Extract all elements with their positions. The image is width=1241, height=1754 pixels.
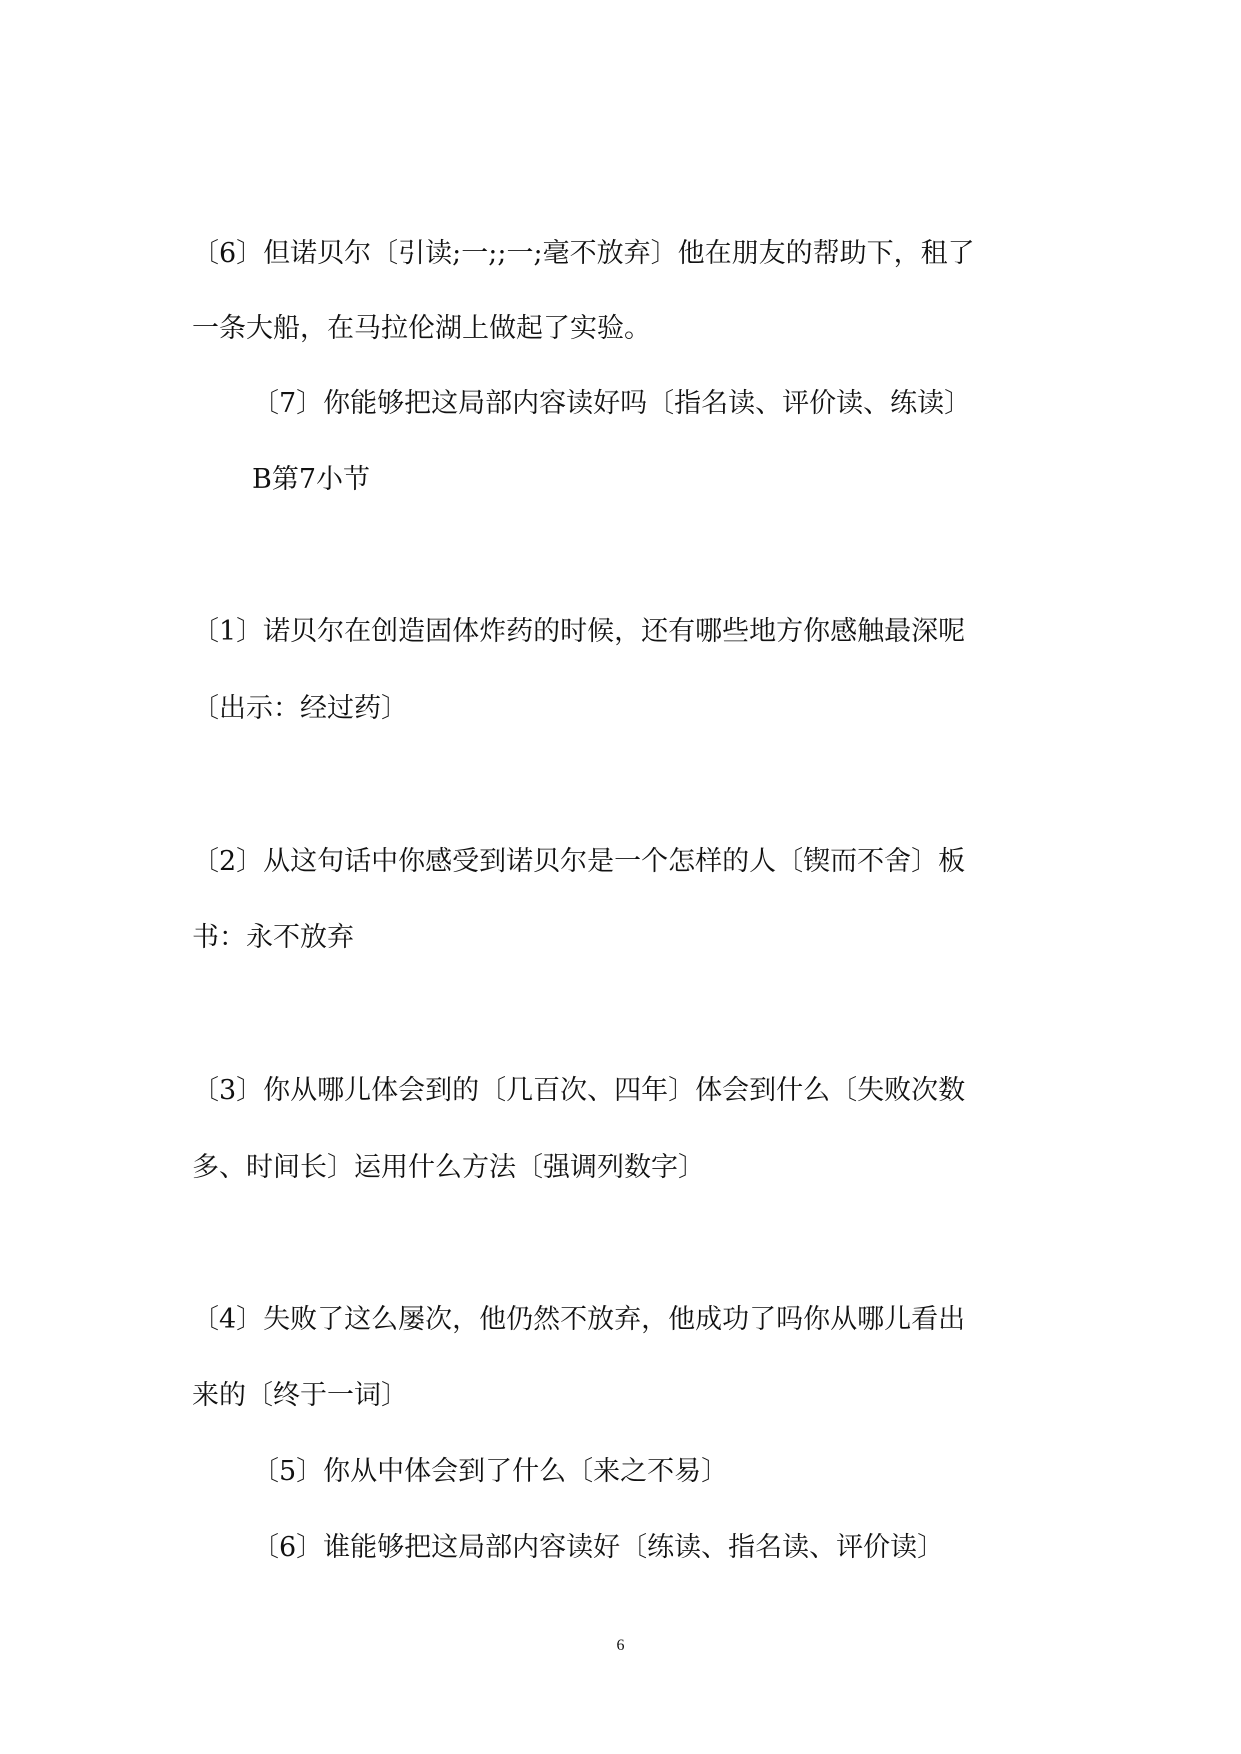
paragraph-line-5: 〔出示：经过药〕: [192, 693, 408, 724]
paragraph-line-11: 来的〔终于一词〕: [192, 1380, 408, 1411]
paragraph-line-9: 多、时间长〕运用什么方法〔强调列数字〕: [192, 1152, 705, 1183]
paragraph-line-7: 书：永不放弃: [192, 922, 354, 953]
page-number: 6: [616, 1637, 625, 1654]
paragraph-line-3: 〔7〕你能够把这局部内容读好吗〔指名读、评价读、练读〕: [252, 388, 972, 419]
paragraph-line-13: 〔6〕谁能够把这局部内容读好〔练读、指名读、评价读〕: [252, 1532, 945, 1563]
paragraph-line-10: 〔4〕失败了这么屡次，他仍然不放弃，他成功了吗你从哪儿看出: [192, 1304, 966, 1335]
section-heading: B第7小节: [252, 464, 371, 495]
paragraph-line-12: 〔5〕你从中体会到了什么〔来之不易〕: [252, 1456, 729, 1487]
paragraph-line-8: 〔3〕你从哪儿体会到的〔几百次、四年〕体会到什么〔失败次数: [192, 1075, 966, 1106]
paragraph-line-1: 〔6〕但诺贝尔〔引读;一;;一;毫不放弃〕他在朋友的帮助下，租了: [192, 238, 975, 269]
paragraph-line-2: 一条大船，在马拉伦湖上做起了实验。: [192, 313, 651, 344]
paragraph-line-4: 〔1〕诺贝尔在创造固体炸药的时候，还有哪些地方你感触最深呢: [192, 616, 966, 647]
paragraph-line-6: 〔2〕从这句话中你感受到诺贝尔是一个怎样的人〔锲而不舍〕板: [192, 846, 966, 877]
